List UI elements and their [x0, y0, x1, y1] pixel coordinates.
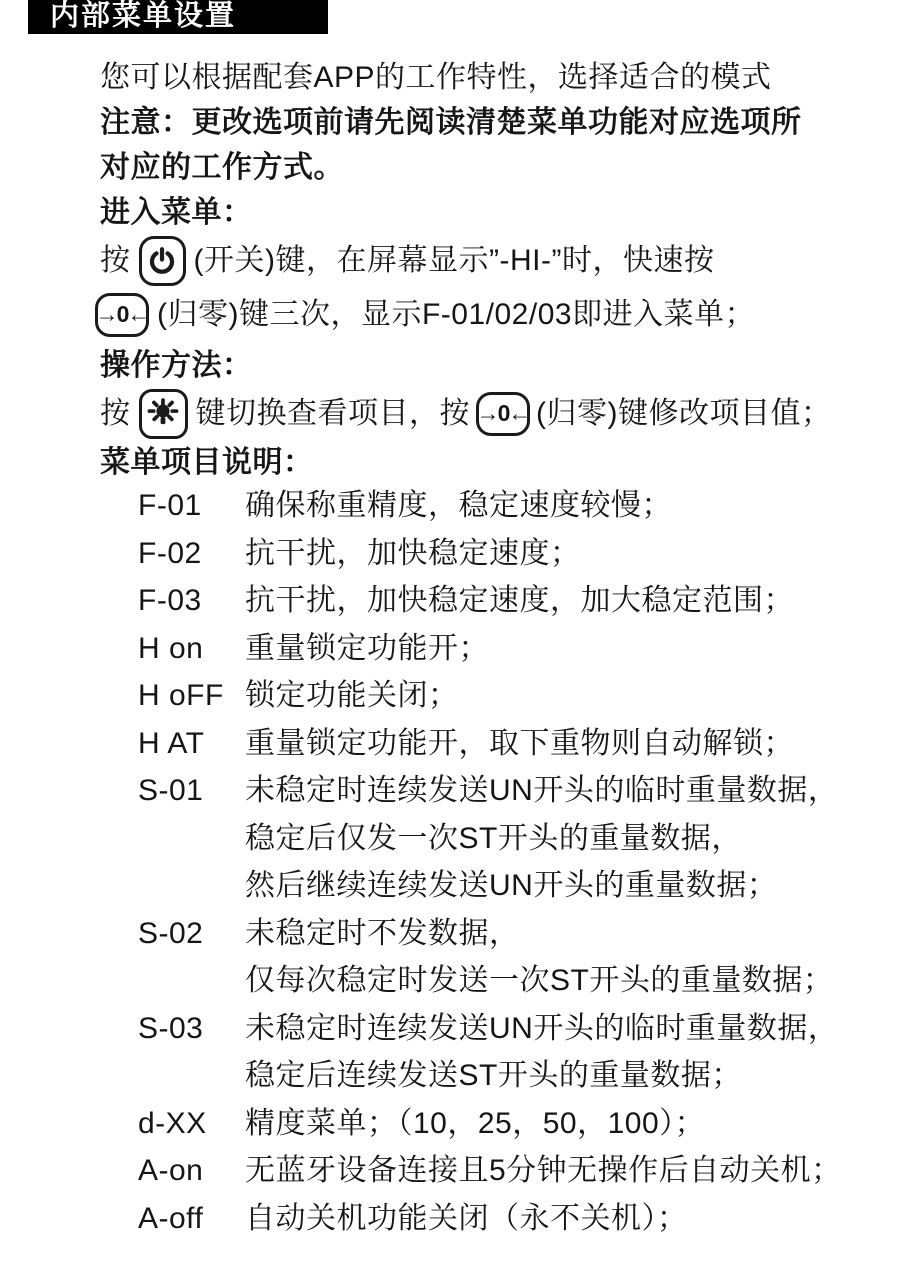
menu-item-desc-line: 确保称重精度，稳定速度较慢；	[245, 489, 672, 522]
enter-menu-step-1	[100, 235, 870, 287]
menu-items-list	[100, 482, 870, 1242]
menu-item-desc	[245, 530, 870, 578]
menu-item-desc-line: 重量锁定功能开；	[245, 631, 489, 665]
operation-step-pre: 按	[100, 397, 131, 430]
menu-item-desc-line: 未稳定时连续发送UN开头的临时重量数据，	[245, 774, 839, 807]
menu-item-row	[100, 910, 870, 1005]
menu-item-code: S-01	[138, 774, 204, 807]
section-title-bar	[28, 0, 328, 34]
menu-item-code: S-03	[138, 1011, 204, 1045]
operation-step-mid: 键切换查看项目，按	[195, 397, 470, 430]
menu-item-code: H on	[138, 631, 204, 665]
menu-item-desc-line: 仅每次稳定时发送一次ST开头的重量数据；	[245, 964, 834, 997]
menu-item-desc	[245, 577, 870, 625]
zero-arrows-icon	[95, 293, 149, 337]
power-icon	[139, 236, 186, 286]
menu-item-row	[100, 1147, 870, 1195]
enter-menu-step-2-post: (归零)键三次，显示F-01/02/03即进入菜单；	[157, 298, 756, 331]
menu-item-desc-line: 然后继续连续发送UN开头的重量数据；	[245, 869, 778, 902]
menu-item-code: H oFF	[138, 679, 224, 712]
menu-item-desc-line: 自动关机功能关闭（永不关机）；	[245, 1201, 688, 1235]
menu-item-desc-line: 抗干扰，加快稳定速度，加大稳定范围；	[245, 584, 794, 617]
enter-menu-step-1-post: (开关)键，在屏幕显示”-HI-”时，快速按	[193, 244, 715, 277]
menu-section-heading: 菜单项目说明：	[100, 446, 314, 479]
menu-item-row	[100, 720, 870, 768]
menu-item-row	[100, 672, 870, 720]
menu-item-desc-line: 未稳定时连续发送UN开头的临时重量数据，	[245, 1011, 839, 1045]
menu-item-desc-line: 重量锁定功能开，取下重物则自动解锁；	[245, 726, 794, 760]
operation-step	[100, 388, 870, 440]
menu-item-desc-line: 稳定后仅发一次ST开头的重量数据，	[245, 821, 742, 855]
operation-step-post: (归零)键修改项目值；	[536, 397, 832, 430]
menu-item-code: d-XX	[138, 1106, 207, 1140]
menu-item-desc-line: 无蓝牙设备连接且5分钟无操作后自动关机；	[245, 1154, 842, 1187]
menu-item-row	[100, 577, 870, 625]
menu-item-desc	[245, 1195, 870, 1243]
menu-item-desc-line: 抗干扰，加快稳定速度；	[245, 536, 581, 570]
menu-item-desc	[245, 1147, 870, 1195]
menu-item-desc	[245, 910, 870, 1005]
menu-item-code: F-01	[138, 489, 202, 522]
menu-item-code: S-02	[138, 916, 204, 950]
menu-item-desc	[245, 1100, 870, 1148]
menu-item-row	[100, 1005, 870, 1100]
menu-item-desc-line: 精度菜单；（10，25，50，100）；	[245, 1106, 706, 1140]
menu-item-desc	[245, 672, 870, 720]
menu-item-code: F-02	[138, 536, 202, 570]
menu-item-row	[100, 530, 870, 578]
menu-item-desc	[245, 720, 870, 768]
menu-item-desc	[245, 482, 870, 530]
menu-item-code: A-off	[138, 1201, 204, 1235]
intro-line-2: 注意：更改选项前请先阅读清楚菜单功能对应选项所	[100, 106, 802, 139]
enter-menu-step-1-pre: 按	[100, 244, 131, 277]
zero-arrows-icon	[476, 392, 530, 436]
menu-item-row	[100, 1195, 870, 1243]
menu-item-row	[100, 625, 870, 673]
menu-item-desc	[245, 1005, 870, 1100]
menu-item-desc-line: 稳定后连续发送ST开头的重量数据；	[245, 1059, 742, 1092]
menu-item-code: F-03	[138, 584, 202, 617]
light-bulb-icon	[139, 389, 188, 439]
enter-menu-step-2	[95, 287, 870, 343]
manual-body	[95, 55, 870, 1242]
menu-item-row	[100, 1100, 870, 1148]
menu-item-row	[100, 482, 870, 530]
operation-heading: 操作方法：	[100, 349, 253, 382]
intro-line-3: 对应的工作方式。	[100, 151, 344, 184]
menu-item-desc-line: 锁定功能关闭；	[245, 679, 459, 712]
menu-item-row	[100, 767, 870, 910]
menu-item-desc	[245, 625, 870, 673]
menu-item-desc	[245, 767, 870, 910]
zero-key-label: →0←	[95, 300, 149, 327]
zero-key-label: →0←	[476, 399, 530, 426]
enter-menu-heading: 进入菜单：	[100, 196, 253, 229]
menu-item-desc-line: 未稳定时不发数据，	[245, 916, 520, 950]
intro-line-1: 您可以根据配套APP的工作特性，选择适合的模式	[100, 61, 772, 94]
menu-item-code: A-on	[138, 1154, 204, 1187]
menu-item-code: H AT	[138, 726, 205, 760]
page-title: 内部菜单设置	[50, 0, 237, 32]
